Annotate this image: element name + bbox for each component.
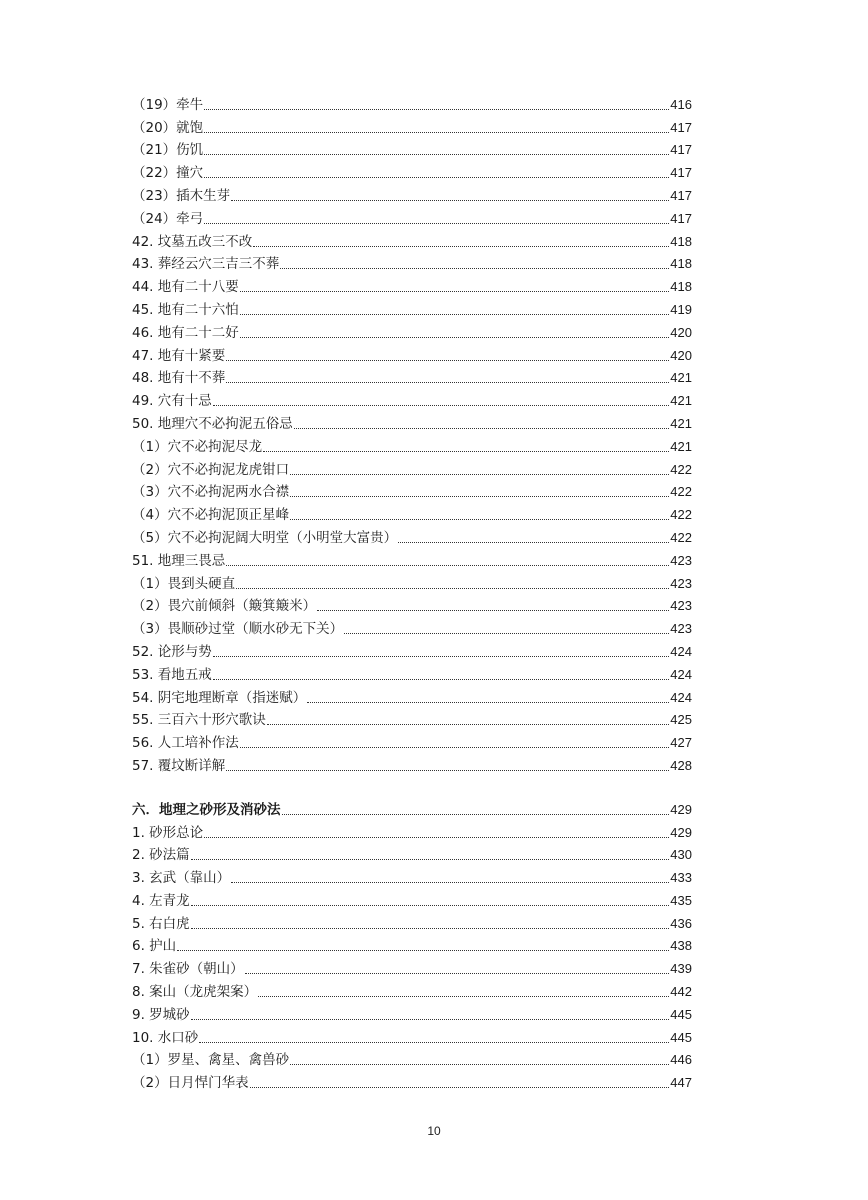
- dot-leader: [204, 837, 669, 838]
- dot-leader: [204, 132, 669, 133]
- toc-entry[interactable]: [132, 524, 692, 547]
- table-of-contents: [132, 91, 692, 1092]
- toc-entry[interactable]: [132, 410, 692, 433]
- page-number: 10: [427, 1124, 441, 1138]
- toc-entry-page-number: 418: [670, 256, 692, 272]
- toc-entry[interactable]: [132, 570, 692, 593]
- toc-entry-page-number: 430: [670, 847, 692, 863]
- toc-entry-page-number: 424: [670, 689, 692, 705]
- toc-entry-title: （21）伤饥: [132, 142, 204, 159]
- toc-entry-page-number: 418: [670, 279, 692, 295]
- toc-entry-title: （3）畏顺砂过堂（顺水砂无下关）: [132, 621, 344, 638]
- toc-entry-page-number: 417: [670, 187, 692, 203]
- dot-leader: [258, 996, 669, 997]
- toc-entry[interactable]: [132, 365, 692, 388]
- toc-entry-page-number: 423: [670, 621, 692, 637]
- toc-entry-page-number: 429: [670, 801, 692, 817]
- dot-leader: [344, 633, 669, 634]
- dot-leader: [267, 724, 670, 725]
- toc-entry-page-number: 422: [670, 461, 692, 477]
- dot-leader: [191, 905, 670, 906]
- toc-entry-title: 10. 水口砂: [132, 1029, 199, 1046]
- dot-leader: [240, 337, 670, 338]
- toc-entry-page-number: 421: [670, 370, 692, 386]
- toc-entry-title: 42. 坟墓五改三不改: [132, 233, 253, 250]
- toc-entry-title: （1）罗星、禽星、禽兽砂: [132, 1052, 290, 1069]
- toc-entry[interactable]: [132, 910, 692, 933]
- toc-entry[interactable]: [132, 729, 692, 752]
- toc-entry-title: 50. 地理穴不必拘泥五俗忌: [132, 415, 293, 432]
- toc-entry[interactable]: [132, 456, 692, 479]
- toc-entry[interactable]: [132, 273, 692, 296]
- dot-leader: [213, 656, 670, 657]
- toc-entry-title: 43. 葬经云穴三吉三不葬: [132, 256, 280, 273]
- dot-leader: [231, 882, 669, 883]
- dot-leader: [191, 859, 670, 860]
- dot-leader: [307, 702, 669, 703]
- dot-leader: [280, 268, 669, 269]
- toc-entry-title: 9. 罗城砂: [132, 1006, 190, 1023]
- dot-leader: [204, 109, 669, 110]
- toc-entry-page-number: 439: [670, 961, 692, 977]
- toc-entry-title: 4. 左青龙: [132, 892, 190, 909]
- toc-entry-title: （3）穴不必拘泥两水合襟: [132, 484, 290, 501]
- toc-entry[interactable]: [132, 752, 692, 775]
- toc-entry-title: 53. 看地五戒: [132, 666, 212, 683]
- dot-leader: [226, 382, 669, 383]
- toc-entry-page-number: 423: [670, 575, 692, 591]
- toc-entry[interactable]: [132, 842, 692, 865]
- toc-entry-page-number: 433: [670, 870, 692, 886]
- dot-leader: [231, 200, 669, 201]
- dot-leader: [294, 428, 670, 429]
- dot-leader: [290, 1064, 669, 1065]
- toc-entry-page-number: 423: [670, 598, 692, 614]
- dot-leader: [317, 610, 669, 611]
- toc-entry-page-number: 416: [670, 96, 692, 112]
- toc-entry-title: （24）牵弓: [132, 210, 204, 227]
- toc-entry[interactable]: [132, 319, 692, 342]
- toc-entry[interactable]: [132, 433, 692, 456]
- toc-entry-title: 49. 穴有十忌: [132, 393, 212, 410]
- toc-entry-page-number: 436: [670, 915, 692, 931]
- toc-entry[interactable]: [132, 1024, 692, 1047]
- toc-entry-title: 3. 玄武（靠山）: [132, 870, 231, 887]
- toc-entry[interactable]: [132, 819, 692, 842]
- toc-entry[interactable]: [132, 114, 692, 137]
- toc-entry[interactable]: [132, 864, 692, 887]
- toc-entry-title: 六．地理之砂形及消砂法: [132, 801, 281, 818]
- dot-leader: [177, 950, 669, 951]
- dot-leader: [191, 1019, 670, 1020]
- toc-entry-page-number: 421: [670, 393, 692, 409]
- dot-leader: [290, 474, 669, 475]
- toc-entry-page-number: 429: [670, 824, 692, 840]
- toc-entry-title: 1. 砂形总论: [132, 824, 204, 841]
- toc-entry[interactable]: [132, 228, 692, 251]
- toc-entry-page-number: 425: [670, 712, 692, 728]
- toc-entry-title: 7. 朱雀砂（朝山）: [132, 961, 244, 978]
- dot-leader: [290, 496, 669, 497]
- toc-entry-title: （2）畏穴前倾斜（簸箕簸米）: [132, 598, 317, 615]
- toc-entry[interactable]: [132, 615, 692, 638]
- toc-entry-title: （2）日月悍门华表: [132, 1075, 249, 1092]
- toc-entry-title: 2. 砂法篇: [132, 847, 190, 864]
- toc-entry-title: 51. 地理三畏忌: [132, 552, 226, 569]
- toc-entry-page-number: 422: [670, 507, 692, 523]
- dot-leader: [204, 177, 669, 178]
- toc-entry-title: 45. 地有二十六怕: [132, 301, 239, 318]
- toc-entry-page-number: 417: [670, 119, 692, 135]
- dot-leader: [204, 223, 669, 224]
- toc-entry[interactable]: [132, 547, 692, 570]
- toc-entry-title: （4）穴不必拘泥顶正星峰: [132, 507, 290, 524]
- dot-leader: [236, 588, 669, 589]
- dot-leader: [213, 679, 670, 680]
- toc-entry[interactable]: [132, 978, 692, 1001]
- toc-entry[interactable]: [132, 1069, 692, 1092]
- toc-entry-page-number: 421: [670, 438, 692, 454]
- toc-entry[interactable]: [132, 593, 692, 616]
- dot-leader: [245, 973, 670, 974]
- toc-entry[interactable]: [132, 479, 692, 502]
- toc-entry[interactable]: [132, 933, 692, 956]
- toc-entry-page-number: 419: [670, 301, 692, 317]
- dot-leader: [250, 1087, 670, 1088]
- toc-entry-page-number: 417: [670, 142, 692, 158]
- toc-entry-title: 54. 阴宅地理断章（指迷赋）: [132, 689, 307, 706]
- toc-entry-page-number: 427: [670, 735, 692, 751]
- toc-entry[interactable]: [132, 887, 692, 910]
- toc-group-second: [132, 796, 692, 1092]
- toc-entry[interactable]: [132, 1047, 692, 1070]
- toc-entry[interactable]: [132, 296, 692, 319]
- dot-leader: [213, 405, 670, 406]
- dot-leader: [398, 542, 669, 543]
- dot-leader: [226, 565, 669, 566]
- toc-entry-title: （23）插木生芽: [132, 187, 231, 204]
- dot-leader: [240, 291, 670, 292]
- toc-entry[interactable]: [132, 661, 692, 684]
- toc-entry[interactable]: [132, 137, 692, 160]
- toc-entry-title: （5）穴不必拘泥阔大明堂（小明堂大富贵）: [132, 529, 398, 546]
- toc-entry-page-number: 428: [670, 757, 692, 773]
- toc-entry-page-number: 447: [670, 1075, 692, 1091]
- dot-leader: [226, 770, 669, 771]
- toc-entry[interactable]: [132, 342, 692, 365]
- toc-entry-page-number: 417: [670, 210, 692, 226]
- toc-entry-title: 47. 地有十紧要: [132, 347, 226, 364]
- toc-entry-title: 8. 案山（龙虎架案）: [132, 984, 258, 1001]
- toc-entry-title: 56. 人工培补作法: [132, 735, 239, 752]
- toc-group-first: [132, 91, 692, 775]
- toc-entry-page-number: 423: [670, 552, 692, 568]
- dot-leader: [282, 814, 670, 815]
- toc-entry[interactable]: [132, 251, 692, 274]
- toc-section-heading[interactable]: [132, 796, 692, 819]
- toc-gap: [132, 775, 692, 796]
- toc-entry-page-number: 445: [670, 1006, 692, 1022]
- toc-entry-title: 52. 论形与势: [132, 643, 212, 660]
- toc-entry-title: 6. 护山: [132, 938, 177, 955]
- dot-leader: [199, 1042, 669, 1043]
- toc-entry-page-number: 421: [670, 415, 692, 431]
- toc-entry-page-number: 424: [670, 643, 692, 659]
- toc-entry-title: 55. 三百六十形穴歌诀: [132, 712, 266, 729]
- toc-entry-page-number: 424: [670, 666, 692, 682]
- toc-entry-title: （19）牵牛: [132, 96, 204, 113]
- toc-entry-title: 44. 地有二十八要: [132, 279, 239, 296]
- toc-entry-page-number: 418: [670, 233, 692, 249]
- dot-leader: [204, 154, 669, 155]
- dot-leader: [290, 519, 669, 520]
- toc-entry[interactable]: [132, 684, 692, 707]
- toc-entry-title: 48. 地有十不葬: [132, 370, 226, 387]
- toc-entry-page-number: 435: [670, 892, 692, 908]
- toc-entry-page-number: 417: [670, 165, 692, 181]
- toc-entry-page-number: 438: [670, 938, 692, 954]
- dot-leader: [263, 451, 669, 452]
- toc-entry-title: 57. 覆坟断详解: [132, 757, 226, 774]
- toc-entry-title: （20）就饱: [132, 119, 204, 136]
- toc-entry[interactable]: [132, 1001, 692, 1024]
- toc-entry-title: 46. 地有二十二好: [132, 324, 239, 341]
- toc-entry[interactable]: [132, 205, 692, 228]
- toc-entry-title: （1）穴不必拘泥尽龙: [132, 438, 263, 455]
- toc-entry-page-number: 445: [670, 1029, 692, 1045]
- toc-entry[interactable]: [132, 638, 692, 661]
- toc-entry[interactable]: [132, 159, 692, 182]
- dot-leader: [253, 246, 669, 247]
- toc-entry-page-number: 420: [670, 324, 692, 340]
- dot-leader: [226, 360, 669, 361]
- toc-entry-page-number: 442: [670, 984, 692, 1000]
- toc-entry-title: （22）撞穴: [132, 165, 204, 182]
- toc-entry[interactable]: [132, 182, 692, 205]
- toc-entry-page-number: 420: [670, 347, 692, 363]
- toc-entry[interactable]: [132, 501, 692, 524]
- toc-entry-page-number: 422: [670, 529, 692, 545]
- toc-entry-page-number: 446: [670, 1052, 692, 1068]
- toc-entry-title: 5. 右白虎: [132, 915, 190, 932]
- toc-entry[interactable]: [132, 707, 692, 730]
- toc-entry[interactable]: [132, 387, 692, 410]
- toc-entry-page-number: 422: [670, 484, 692, 500]
- dot-leader: [240, 314, 670, 315]
- toc-entry[interactable]: [132, 955, 692, 978]
- toc-entry[interactable]: [132, 91, 692, 114]
- dot-leader: [191, 928, 670, 929]
- dot-leader: [240, 747, 670, 748]
- toc-entry-title: （1）畏到头硬直: [132, 575, 236, 592]
- toc-entry-title: （2）穴不必拘泥龙虎钳口: [132, 461, 290, 478]
